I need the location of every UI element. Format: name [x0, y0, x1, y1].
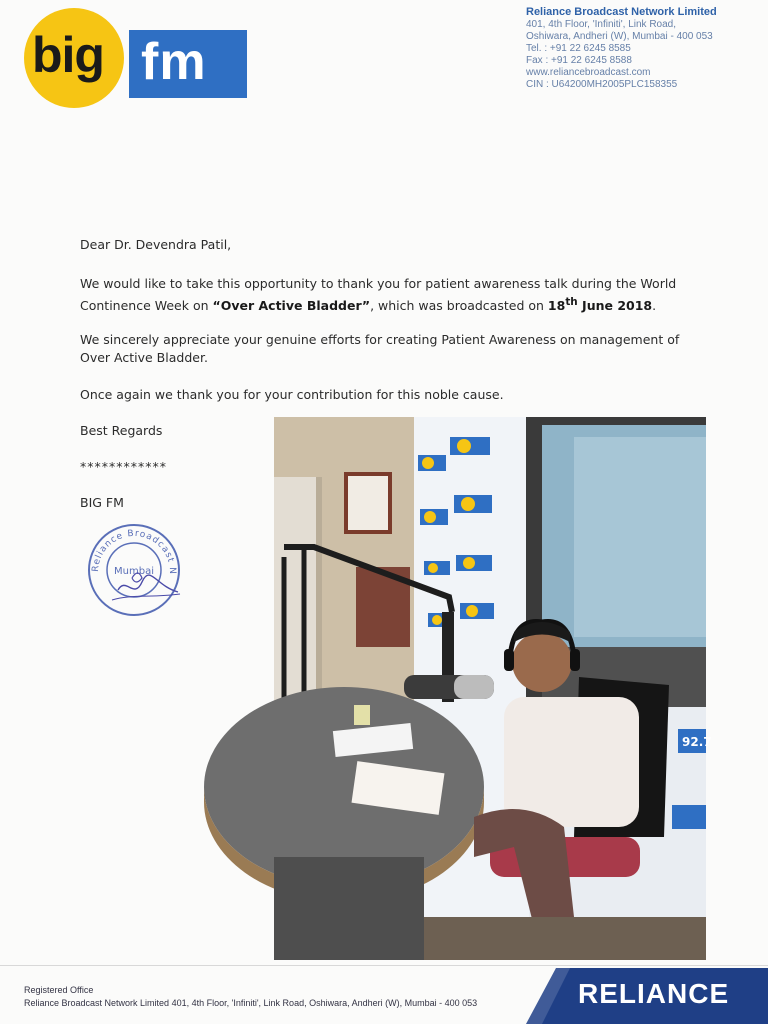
topic-title: “Over Active Bladder”	[212, 298, 371, 314]
window-sign-text: 92.7	[682, 735, 712, 749]
paragraph-closing: Once again we thank you for your contribution for this noble cause.	[80, 387, 504, 402]
broadcast-date	[548, 298, 652, 313]
best-regards: Best Regards	[80, 423, 163, 438]
p1-start: We would like to take this opportunity to thank you for patient awareness talk during the World Continence Week on	[80, 276, 677, 314]
address-line-1: 401, 4th Floor, 'Infiniti', Link Road,	[526, 19, 677, 30]
footer-divider	[0, 965, 768, 966]
salutation: Dear Dr. Devendra Patil,	[80, 237, 232, 252]
cin-line: CIN : U64200MH2005PLC158355	[526, 79, 678, 90]
date-rest: June 2018	[577, 298, 653, 314]
reliance-brand-text: RELIANCE	[578, 978, 730, 1009]
logo-box	[129, 30, 247, 98]
company-address-block	[526, 5, 762, 91]
p1-end: .	[652, 298, 657, 314]
paragraph-appreciation: We sincerely appreciate your genuine efforts for creating Patient Awareness on management of Over Active Bladder.	[80, 332, 680, 365]
studio-photo	[274, 417, 712, 960]
fax-line: Fax : +91 22 6245 8588	[526, 55, 632, 66]
website-line: www.reliancebroadcast.com	[526, 67, 651, 78]
address-line-2: Oshiwara, Andheri (W), Mumbai - 400 053	[526, 31, 713, 42]
radio-studio-image	[274, 417, 712, 960]
stamp-ring-text: Reliance Broadcast N	[90, 528, 178, 576]
p1-mid: , which was broadcasted on	[370, 298, 548, 314]
paragraph-thanks	[80, 275, 700, 315]
registered-office-address: Reliance Broadcast Network Limited 401, 4th Floor, 'Infiniti', Link Road, Oshiwara, Andheri (W), Mumbai - 400 053	[24, 998, 478, 1008]
signature-stars: ************	[80, 459, 167, 474]
company-stamp	[82, 520, 186, 618]
phone-line: Tel. : +91 22 6245 8585	[526, 43, 631, 54]
logo-circle	[24, 8, 124, 108]
signoff-bigfm: BIG FM	[80, 495, 124, 510]
logo-big-text: big	[32, 27, 104, 83]
reliance-logo	[526, 968, 768, 1024]
stamp-center-text: Mumbai	[114, 566, 154, 577]
bigfm-logo	[24, 8, 226, 108]
date-day: 18	[547, 298, 566, 314]
company-name: Reliance Broadcast Network Limited	[526, 6, 717, 18]
logo-fm-text: fm	[141, 33, 207, 91]
registered-office-title: Registered Office	[24, 985, 94, 995]
stamp-seal-icon	[82, 520, 186, 618]
date-suffix: th	[565, 296, 578, 308]
